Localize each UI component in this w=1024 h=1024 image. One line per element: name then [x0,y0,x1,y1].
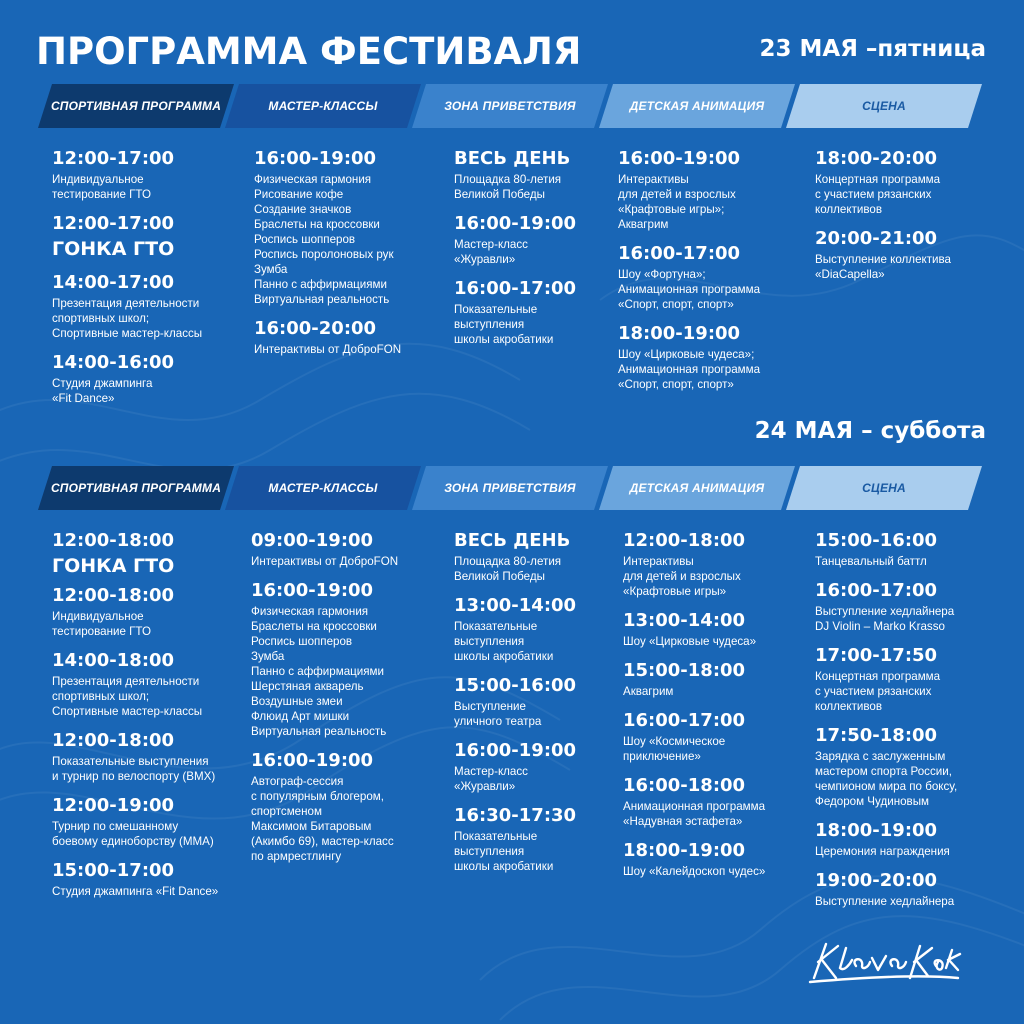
entry-description: Презентация деятельности спортивных школ; Спортивные мастер-классы [52,675,203,718]
entry-description: Студия джампинга «Fit Dance» [52,377,153,405]
schedule-entry [618,148,808,232]
schedule-entry [454,595,644,664]
entry-time: 16:00-17:00 [454,278,577,299]
entry-description: Интерактивы для детей и взрослых «Крафтовые игры» [623,555,741,598]
entry-time: 18:00-19:00 [815,820,938,841]
entry-description: Физическая гармония Браслеты на кроссовки Роспись шопперов Зумба Панно с аффирмациями Шерстяная акварель Воздушные змеи Флюид Арт мишки Виртуальная реальность [251,605,387,738]
entry-description: Физическая гармония Рисование кофе Создание значков Браслеты на кроссовки Роспись шопперов Роспись поролоновых рук Зумба Панно с аффирмациями Виртуальная реальность [254,173,394,306]
schedule-entry [454,805,644,874]
day-1-category-tabs [0,84,1024,128]
schedule-entry [52,650,242,719]
day-2-column-sports [52,530,242,910]
day-2-column-welcome-zone [454,530,644,885]
entry-time: 14:00-18:00 [52,650,175,671]
schedule-entry [618,243,808,312]
entry-time: 20:00-21:00 [815,228,938,249]
schedule-entry [815,580,1005,634]
entry-time: 15:00-16:00 [454,675,577,696]
entry-description: Танцевальный баттл [815,555,927,568]
entry-description: Зарядка с заслуженным мастером спорта России, чемпионом мира по боксу, Федором Чудиновым [815,750,958,808]
entry-time: 15:00-17:00 [52,860,175,881]
entry-description: Анимационная программа «Надувная эстафета» [623,800,766,828]
tab-stage: СЦЕНА [786,466,982,510]
entry-time: 16:00-19:00 [454,740,577,761]
day-2-column-master-classes [251,530,441,875]
entry-description: Площадка 80-летия Великой Победы [454,173,562,201]
entry-description: Интерактивы для детей и взрослых «Крафтовые игры»; Аквагрим [618,173,736,231]
entry-description: Показательные выступления школы акробатики [454,830,554,873]
tab-kids-animation: ДЕТСКАЯ АНИМАЦИЯ [599,84,795,128]
entry-time: 16:00-19:00 [454,213,577,234]
entry-description: Выступление хедлайнера [815,895,955,908]
entry-description: Площадка 80-летия Великой Победы [454,555,562,583]
tab-welcome-zone: ЗОНА ПРИВЕТСТВИЯ [412,84,608,128]
schedule-entry [52,585,242,639]
day-1-column-sports [52,148,242,417]
entry-description: Шоу «Фортуна»; Анимационная программа «Спорт, спорт, спорт» [618,268,761,311]
entry-description: Индивидуальное тестирование ГТО [52,610,151,638]
schedule-entry [815,645,1005,714]
schedule-entry [52,530,242,578]
page-title: ПРОГРАММА ФЕСТИВАЛЯ [36,30,582,73]
tab-master-classes: МАСТЕР-КЛАССЫ [225,466,421,510]
entry-description: Концертная программа с участием рязанских коллективов [815,173,941,216]
entry-time: 09:00-19:00 [251,530,374,551]
entry-time: 16:00-19:00 [618,148,741,169]
entry-time: ВЕСЬ ДЕНЬ [454,148,571,169]
tab-sports-program: СПОРТИВНАЯ ПРОГРАММА [38,466,234,510]
day-2-title: 24 МАЯ – суббота [754,418,986,444]
schedule-entry [623,610,813,649]
schedule-entry [815,870,1005,909]
entry-description: Шоу «Космическое приключение» [623,735,726,763]
tab-welcome-zone: ЗОНА ПРИВЕТСТВИЯ [412,466,608,510]
schedule-entry [623,710,813,764]
schedule-entry [52,860,242,899]
entry-time: 16:00-19:00 [251,580,374,601]
entry-description: Показательные выступления и турнир по велоспорту (BMX) [52,755,216,783]
entry-time: 14:00-16:00 [52,352,175,373]
entry-description: Презентация деятельности спортивных школ; Спортивные мастер-классы [52,297,203,340]
schedule-entry [251,530,441,569]
entry-description: Показательные выступления школы акробатики [454,620,554,663]
tab-kids-animation: ДЕТСКАЯ АНИМАЦИЯ [599,466,795,510]
schedule-entry [52,795,242,849]
day-1-column-stage [815,148,1005,293]
entry-description: Индивидуальное тестирование ГТО [52,173,151,201]
entry-time: 16:00-17:00 [623,710,746,731]
entry-time: 16:00-19:00 [254,148,377,169]
schedule-entry [815,820,1005,859]
entry-description: Показательные выступления школы акробатики [454,303,554,346]
entry-description: Автограф-сессия с популярным блогером, спортсменом Максимом Битаровым (Акимбо 69), мастер-класс по армрестлингу [251,775,394,863]
schedule-entry [623,775,813,829]
entry-time: 15:00-16:00 [815,530,938,551]
schedule-entry [815,148,1005,217]
day-1-column-master-classes [254,148,444,368]
schedule-entry [454,213,644,267]
entry-time: 16:00-18:00 [623,775,746,796]
entry-time: 15:00-18:00 [623,660,746,681]
day-2-column-kids-animation [623,530,813,890]
schedule-entry [815,228,1005,282]
entry-time: 12:00-18:00 [52,730,175,751]
entry-description: Турнир по смешанному боевому единоборству (ММА) [52,820,214,848]
entry-description: Шоу «Цирковые чудеса»; Анимационная программа «Спорт, спорт, спорт» [618,348,761,391]
entry-time: 12:00-18:00 [52,585,175,606]
entry-time: 13:00-14:00 [623,610,746,631]
entry-description: Церемония награждения [815,845,950,858]
entry-time: 12:00-19:00 [52,795,175,816]
schedule-entry [815,530,1005,569]
entry-description: Шоу «Калейдоскоп чудес» [623,865,766,878]
entry-description: Шоу «Цирковые чудеса» [623,635,757,648]
entry-time: 14:00-17:00 [52,272,175,293]
schedule-entry [623,840,813,879]
schedule-entry [454,278,644,347]
entry-time: 19:00-20:00 [815,870,938,891]
entry-description: Мастер-класс «Журавли» [454,238,528,266]
schedule-entry [454,148,644,202]
schedule-entry [52,272,242,341]
day-2-column-stage [815,530,1005,920]
entry-title: ГОНКА ГТО [52,238,175,260]
day-1-column-kids-animation [618,148,808,403]
day-2-category-tabs [0,466,1024,510]
schedule-entry [623,660,813,699]
entry-time: 12:00-17:00 [52,213,175,234]
entry-time: 16:30-17:30 [454,805,577,826]
entry-time: 13:00-14:00 [454,595,577,616]
entry-description: Выступление коллектива «DiaCapella» [815,253,951,281]
schedule-entry [254,318,444,357]
entry-time: 12:00-18:00 [52,530,175,551]
tab-stage: СЦЕНА [786,84,982,128]
schedule-entry [52,730,242,784]
schedule-entry [454,530,644,584]
entry-time: ВЕСЬ ДЕНЬ [454,530,571,551]
entry-time: 17:00-17:50 [815,645,938,666]
day-1-title: 23 МАЯ –пятница [759,36,986,62]
schedule-entry [52,213,242,261]
entry-description: Интерактивы от ДоброFON [251,555,399,568]
entry-time: 16:00-19:00 [251,750,374,771]
entry-description: Мастер-класс «Журавли» [454,765,528,793]
schedule-entry [52,352,242,406]
schedule-entry [251,580,441,739]
entry-time: 16:00-20:00 [254,318,377,339]
entry-description: Интерактивы от ДоброFON [254,343,402,356]
entry-description: Выступление хедлайнера DJ Violin – Marko Krasso [815,605,955,633]
entry-time: 18:00-20:00 [815,148,938,169]
schedule-entry [623,530,813,599]
entry-time: 18:00-19:00 [618,323,741,344]
schedule-entry [254,148,444,307]
entry-time: 16:00-17:00 [618,243,741,264]
entry-title: ГОНКА ГТО [52,555,175,577]
entry-time: 12:00-18:00 [623,530,746,551]
entry-time: 16:00-17:00 [815,580,938,601]
headliner-signature-logo [806,938,962,986]
entry-description: Выступление уличного театра [454,700,542,728]
schedule-entry [815,725,1005,809]
entry-description: Концертная программа с участием рязанских коллективов [815,670,941,713]
entry-time: 18:00-19:00 [623,840,746,861]
schedule-entry [52,148,242,202]
schedule-entry [454,675,644,729]
tab-master-classes: МАСТЕР-КЛАССЫ [225,84,421,128]
schedule-entry [454,740,644,794]
entry-description: Студия джампинга «Fit Dance» [52,885,219,898]
entry-time: 17:50-18:00 [815,725,938,746]
schedule-entry [251,750,441,864]
schedule-entry [618,323,808,392]
tab-sports-program: СПОРТИВНАЯ ПРОГРАММА [38,84,234,128]
entry-description: Аквагрим [623,685,674,698]
day-1-column-welcome-zone [454,148,644,358]
entry-time: 12:00-17:00 [52,148,175,169]
